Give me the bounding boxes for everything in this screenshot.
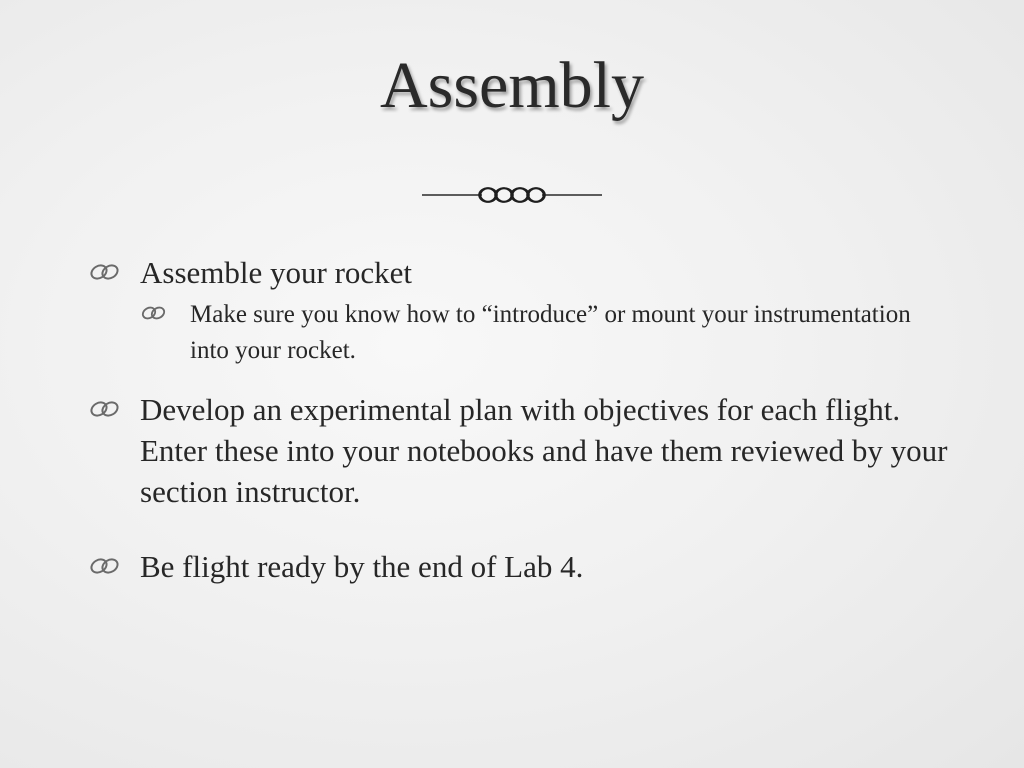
bullet-text: Assemble your rocket	[140, 255, 413, 290]
linked-rings-bullet-icon	[88, 398, 122, 420]
spacer	[88, 528, 948, 546]
bullet-item	[88, 389, 948, 512]
flourish-divider-icon	[420, 178, 604, 212]
bullet-text: Be flight ready by the end of Lab 4.	[140, 549, 584, 584]
bullet-item	[88, 546, 948, 587]
linked-rings-bullet-icon	[140, 304, 168, 322]
linked-rings-bullet-icon	[88, 261, 122, 283]
sub-bullet-item	[88, 297, 948, 369]
bullet-item	[88, 252, 948, 293]
sub-bullet-text: Make sure you know how to “introduce” or mount your instrumentation into your rocket.	[190, 301, 911, 364]
bullet-text: Develop an experimental plan with objectives for each flight. Enter these into your notebooks and have them reviewed by your section instructor.	[140, 392, 948, 509]
bullet-list	[88, 252, 948, 587]
linked-rings-bullet-icon	[88, 555, 122, 577]
slide-title: Assembly	[380, 49, 644, 122]
